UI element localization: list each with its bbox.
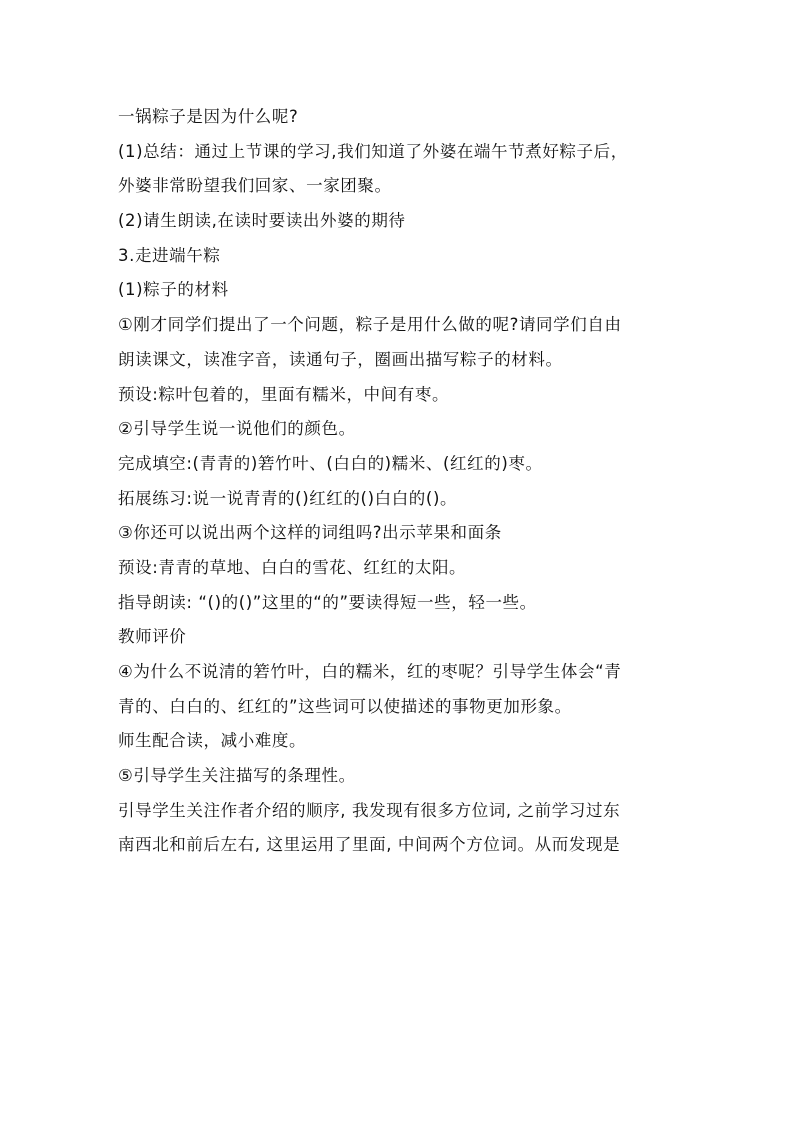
text-line: ①刚才同学们提出了一个问题，粽子是用什么做的呢?请同学们自由 [118, 315, 622, 335]
text-line: 引导学生关注作者介绍的顺序, 我发现有很多方位词, 之前学习过东 [118, 800, 621, 820]
text-line: 一锅粽子是因为什么呢? [118, 107, 299, 126]
text-line: 完成填空:(青青的)箬竹叶、(白白的)糯米、(红红的)枣。 [118, 453, 543, 473]
text-line: ⑤引导学生关注描写的条理性。 [118, 766, 356, 786]
text-line: (2)请生朗读,在读时要读出外婆的期待 [118, 211, 406, 231]
text-line: 外婆非常盼望我们回家、一家团聚。 [118, 176, 392, 196]
text-line: ③你还可以说出两个这样的词组吗?出示苹果和面条 [118, 523, 502, 543]
text-line: 拓展练习:说一说青青的()红红的()白白的()。 [118, 488, 458, 508]
text-line: 南西北和前后左右, 这里运用了里面, 中间两个方位词。从而发现是 [118, 835, 621, 855]
document-body [118, 100, 678, 863]
text-line: 青的、白白的、红红的”这些词可以使描述的事物更加形象。 [118, 696, 572, 716]
text-line: 师生配合读，减小难度。 [118, 731, 307, 751]
text-line: ②引导学生说一说他们的颜色。 [118, 419, 356, 439]
text-line: 教师评价 [118, 627, 187, 647]
text-line: 预设:粽叶包着的，里面有糯米，中间有枣。 [118, 384, 450, 404]
text-line: 预设:青青的草地、白白的雪花、红红的太阳。 [118, 557, 467, 577]
text-line: 朗读课文，读准字音，读通句子，圈画出描写粽子的材料。 [118, 349, 563, 369]
subsection-heading: (1)粽子的材料 [118, 280, 229, 300]
section-heading: 3.走进端午粽 [118, 245, 221, 265]
text-line: ④为什么不说清的箬竹叶，白的糯米，红的枣呢？引导学生体会“青 [118, 662, 622, 681]
text-line: 指导朗读: “()的()”这里的“的”要读得短一些，轻一些。 [118, 592, 537, 612]
text-line: (1)总结：通过上节课的学习,我们知道了外婆在端午节煮好粽子后， [118, 141, 628, 161]
